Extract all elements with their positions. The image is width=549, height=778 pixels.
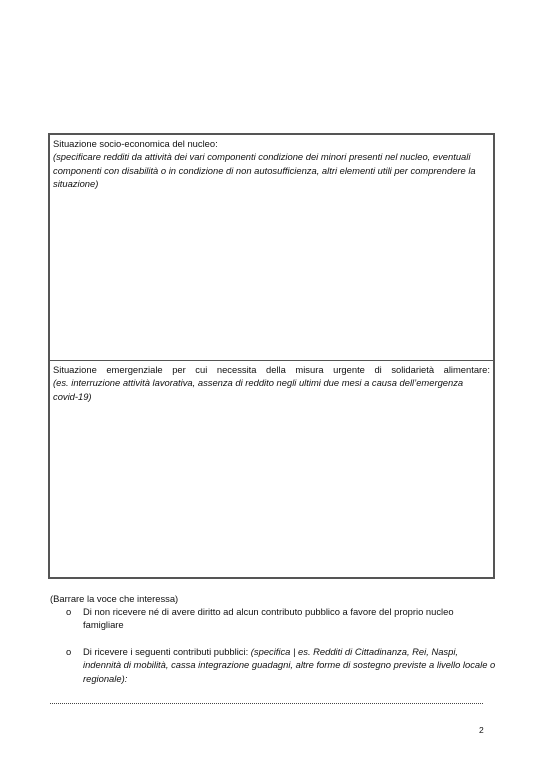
option-detail: (specifica | es. Redditi di Cittadinanza, Rei, Naspi, indennità di mobilità, cassa integrazione guadagni, altre forme di sostegno previste a livello locale o regionale):: [83, 646, 496, 684]
option-public-contributions-text: [83, 645, 496, 685]
option-prefix: Di ricevere i seguenti contributi pubblici:: [83, 646, 251, 657]
socio-economic-hint: (specificare redditi da attività dei vari componenti condizione dei minori presenti nel nucleo, eventuali componenti con disabilità o in condizione di non autosufficienza, altri elementi utili per comprendere la situazione): [53, 151, 476, 190]
socio-economic-cell[interactable]: [50, 135, 493, 360]
situation-table: [48, 133, 495, 579]
checkbox-bullet-icon[interactable]: o: [66, 646, 72, 657]
socio-economic-heading: Situazione socio-economica del nucleo:: [53, 138, 218, 149]
page-number: 2: [479, 725, 484, 735]
emergency-heading: Situazione emergenziale per cui necessita della misura urgente di solidarietà alimentare:: [53, 364, 490, 375]
option-no-contribution-text: Di non ricevere né di avere diritto ad alcun contributo pubblico a favore del proprio nucleo famigliare: [83, 606, 454, 631]
emergency-hint: (es. interruzione attività lavorativa, assenza di reddito negli ultimi due mesi a causa dell’emergenza covid-19): [53, 377, 464, 402]
fill-in-line[interactable]: [50, 703, 483, 704]
choice-instruction: (Barrare la voce che interessa): [50, 593, 179, 604]
emergency-cell[interactable]: [50, 360, 493, 577]
checkbox-bullet-icon[interactable]: o: [66, 606, 72, 617]
option-public-contributions[interactable]: [66, 645, 496, 685]
option-no-contribution[interactable]: [66, 605, 496, 632]
